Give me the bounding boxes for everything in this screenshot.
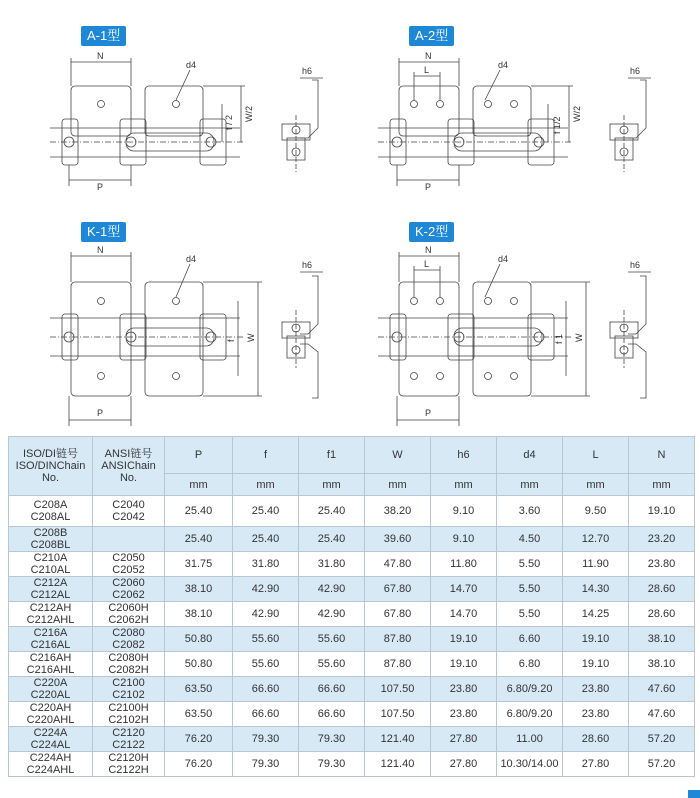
value-cell: 11.90 bbox=[563, 552, 629, 577]
value-cell: 42.90 bbox=[299, 577, 365, 602]
value-cell: 11.80 bbox=[431, 552, 497, 577]
ansi-chain-no bbox=[93, 496, 165, 527]
a2-label-p: P bbox=[425, 182, 432, 192]
header-col: d4 bbox=[497, 437, 563, 474]
value-cell: 38.10 bbox=[165, 577, 233, 602]
value-cell: 76.20 bbox=[165, 752, 233, 777]
ansi-chain-no bbox=[93, 752, 165, 777]
value-cell: 47.60 bbox=[629, 677, 695, 702]
ansi-chain-no bbox=[93, 527, 165, 552]
header-iso bbox=[9, 437, 93, 496]
ansi-chain-line: C2120H bbox=[108, 752, 149, 764]
table-row bbox=[9, 702, 695, 727]
table-row bbox=[9, 577, 695, 602]
unit-cell: mm bbox=[563, 474, 629, 496]
iso-chain-line: C224AHL bbox=[26, 764, 75, 776]
iso-chain-line: C216AH bbox=[29, 652, 72, 664]
value-cell: 87.80 bbox=[365, 627, 431, 652]
spec-table bbox=[8, 436, 695, 777]
value-cell: 14.70 bbox=[431, 602, 497, 627]
ansi-chain-no bbox=[93, 702, 165, 727]
value-cell: 79.30 bbox=[299, 727, 365, 752]
a1-label-d4: d4 bbox=[186, 60, 197, 70]
table-row bbox=[9, 677, 695, 702]
header-col: P bbox=[165, 437, 233, 474]
value-cell: 57.20 bbox=[629, 752, 695, 777]
iso-chain-line: C212AL bbox=[30, 589, 71, 601]
a2-label-f12: f 1/2 bbox=[552, 116, 562, 134]
header-ansi-line3: No. bbox=[119, 472, 138, 484]
value-cell: 67.80 bbox=[365, 577, 431, 602]
iso-chain-line: C210A bbox=[33, 552, 68, 564]
ansi-chain-line: C2122 bbox=[112, 739, 145, 751]
value-cell: 50.80 bbox=[165, 652, 233, 677]
diagram-a1 bbox=[50, 58, 323, 186]
table-row bbox=[9, 727, 695, 752]
iso-chain-no bbox=[9, 677, 93, 702]
value-cell: 39.60 bbox=[365, 527, 431, 552]
value-cell: 5.50 bbox=[497, 602, 563, 627]
value-cell: 87.80 bbox=[365, 652, 431, 677]
value-cell: 25.40 bbox=[299, 527, 365, 552]
table-row bbox=[9, 627, 695, 652]
value-cell: 28.60 bbox=[629, 602, 695, 627]
value-cell: 55.60 bbox=[233, 627, 299, 652]
ansi-chain-line: C2100 bbox=[112, 677, 145, 689]
value-cell: 3.60 bbox=[497, 496, 563, 527]
ansi-chain-line: C2060H bbox=[108, 602, 149, 614]
ansi-chain-line: C2060 bbox=[112, 577, 145, 589]
value-cell: 23.80 bbox=[431, 677, 497, 702]
value-cell: 19.10 bbox=[563, 627, 629, 652]
iso-chain-line: C208AL bbox=[30, 511, 71, 523]
iso-chain-no bbox=[9, 727, 93, 752]
iso-chain-line: C212AH bbox=[29, 602, 72, 614]
table-row bbox=[9, 602, 695, 627]
value-cell: 11.00 bbox=[497, 727, 563, 752]
k1-label-n: N bbox=[97, 245, 104, 255]
value-cell: 66.60 bbox=[299, 677, 365, 702]
iso-chain-line: C208B bbox=[33, 527, 68, 539]
iso-chain-no bbox=[9, 752, 93, 777]
ansi-chain-line: C2040 bbox=[112, 499, 145, 511]
k2-label-l: L bbox=[424, 259, 430, 269]
header-iso-line2: ISO/DINChain bbox=[15, 460, 86, 472]
a1-label-h6: h6 bbox=[302, 66, 313, 76]
header-iso-line3: No. bbox=[41, 472, 60, 484]
value-cell: 25.40 bbox=[233, 527, 299, 552]
ansi-chain-no bbox=[93, 677, 165, 702]
table-row bbox=[9, 752, 695, 777]
iso-chain-line: C212AHL bbox=[26, 614, 75, 626]
k1-label-f: f bbox=[226, 339, 236, 342]
header-col: W bbox=[365, 437, 431, 474]
value-cell: 38.10 bbox=[629, 652, 695, 677]
badge-k1: K-1型 bbox=[81, 222, 126, 242]
k1-label-w: W bbox=[246, 333, 256, 342]
value-cell: 23.20 bbox=[629, 527, 695, 552]
value-cell: 57.20 bbox=[629, 727, 695, 752]
ansi-chain-no bbox=[93, 552, 165, 577]
k1-label-d4: d4 bbox=[186, 254, 197, 264]
value-cell: 6.80 bbox=[497, 652, 563, 677]
value-cell: 6.60 bbox=[497, 627, 563, 652]
ansi-chain-line: C2042 bbox=[112, 511, 145, 523]
diagram-a2 bbox=[378, 58, 651, 186]
unit-cell: mm bbox=[497, 474, 563, 496]
iso-chain-no bbox=[9, 652, 93, 677]
value-cell: 38.10 bbox=[629, 627, 695, 652]
iso-chain-no bbox=[9, 552, 93, 577]
iso-chain-line: C220AHL bbox=[26, 714, 75, 726]
ansi-chain-line: C2062H bbox=[108, 614, 149, 626]
value-cell: 31.80 bbox=[299, 552, 365, 577]
unit-cell: mm bbox=[431, 474, 497, 496]
ansi-chain-line: C2082H bbox=[108, 664, 149, 676]
iso-chain-line: C208A bbox=[33, 499, 68, 511]
a1-label-n: N bbox=[97, 51, 104, 61]
a1-label-f2: f / 2 bbox=[224, 114, 234, 130]
a2-label-l: L bbox=[424, 65, 430, 75]
iso-chain-no bbox=[9, 702, 93, 727]
value-cell: 9.10 bbox=[431, 496, 497, 527]
value-cell: 14.30 bbox=[563, 577, 629, 602]
value-cell: 47.80 bbox=[365, 552, 431, 577]
ansi-chain-line: C2102 bbox=[112, 689, 145, 701]
value-cell: 9.10 bbox=[431, 527, 497, 552]
diagram-k1 bbox=[50, 252, 323, 426]
k1-label-h6: h6 bbox=[302, 260, 313, 270]
header-col: f1 bbox=[299, 437, 365, 474]
value-cell: 23.80 bbox=[629, 552, 695, 577]
a2-label-h6: h6 bbox=[630, 66, 641, 76]
table-row bbox=[9, 527, 695, 552]
ansi-chain-no bbox=[93, 577, 165, 602]
header-col: f bbox=[233, 437, 299, 474]
ansi-chain-line: C2062 bbox=[112, 589, 145, 601]
ansi-chain-line: C2102H bbox=[108, 714, 149, 726]
value-cell: 107.50 bbox=[365, 702, 431, 727]
unit-cell: mm bbox=[165, 474, 233, 496]
value-cell: 19.10 bbox=[431, 652, 497, 677]
header-iso-line1: ISO/DI链号 bbox=[22, 448, 78, 460]
value-cell: 19.10 bbox=[563, 652, 629, 677]
value-cell: 63.50 bbox=[165, 702, 233, 727]
header-row bbox=[9, 437, 695, 474]
value-cell: 19.10 bbox=[629, 496, 695, 527]
value-cell: 31.80 bbox=[233, 552, 299, 577]
value-cell: 27.80 bbox=[431, 752, 497, 777]
k2-label-h6: h6 bbox=[630, 260, 641, 270]
value-cell: 23.80 bbox=[563, 677, 629, 702]
table-row bbox=[9, 496, 695, 527]
value-cell: 47.60 bbox=[629, 702, 695, 727]
iso-chain-line: C216AL bbox=[30, 639, 71, 651]
table-row bbox=[9, 652, 695, 677]
value-cell: 25.40 bbox=[165, 496, 233, 527]
value-cell: 27.80 bbox=[563, 752, 629, 777]
value-cell: 42.90 bbox=[299, 602, 365, 627]
value-cell: 12.70 bbox=[563, 527, 629, 552]
header-col: N bbox=[629, 437, 695, 474]
value-cell: 23.80 bbox=[563, 702, 629, 727]
value-cell: 38.20 bbox=[365, 496, 431, 527]
ansi-chain-line: C2100H bbox=[108, 702, 149, 714]
badge-k2: K-2型 bbox=[409, 222, 454, 242]
iso-chain-line: C212A bbox=[33, 577, 68, 589]
iso-chain-no bbox=[9, 527, 93, 552]
value-cell: 107.50 bbox=[365, 677, 431, 702]
value-cell: 79.30 bbox=[233, 727, 299, 752]
value-cell: 10.30/14.00 bbox=[497, 752, 563, 777]
value-cell: 27.80 bbox=[431, 727, 497, 752]
k2-label-n: N bbox=[425, 245, 432, 255]
header-col: h6 bbox=[431, 437, 497, 474]
ansi-chain-no bbox=[93, 727, 165, 752]
value-cell: 67.80 bbox=[365, 602, 431, 627]
value-cell: 28.60 bbox=[563, 727, 629, 752]
header-ansi bbox=[93, 437, 165, 496]
value-cell: 38.10 bbox=[165, 602, 233, 627]
iso-chain-line: C216A bbox=[33, 627, 68, 639]
value-cell: 42.90 bbox=[233, 577, 299, 602]
unit-cell: mm bbox=[299, 474, 365, 496]
value-cell: 14.25 bbox=[563, 602, 629, 627]
value-cell: 55.60 bbox=[233, 652, 299, 677]
ansi-chain-line: C2080H bbox=[108, 652, 149, 664]
k2-label-p: P bbox=[425, 408, 432, 418]
iso-chain-no bbox=[9, 627, 93, 652]
iso-chain-line: C224AH bbox=[29, 752, 72, 764]
value-cell: 4.50 bbox=[497, 527, 563, 552]
value-cell: 55.60 bbox=[299, 627, 365, 652]
value-cell: 121.40 bbox=[365, 752, 431, 777]
header-col: L bbox=[563, 437, 629, 474]
value-cell: 76.20 bbox=[165, 727, 233, 752]
value-cell: 25.40 bbox=[233, 496, 299, 527]
iso-chain-line: C220AL bbox=[30, 689, 71, 701]
ansi-chain-no bbox=[93, 652, 165, 677]
a2-label-w2: W/2 bbox=[572, 105, 582, 122]
ansi-chain-line: C2120 bbox=[112, 727, 145, 739]
iso-chain-line: C220A bbox=[33, 677, 68, 689]
value-cell: 25.40 bbox=[165, 527, 233, 552]
unit-cell: mm bbox=[233, 474, 299, 496]
unit-cell: mm bbox=[365, 474, 431, 496]
value-cell: 66.60 bbox=[233, 677, 299, 702]
ansi-chain-line: C2080 bbox=[112, 627, 145, 639]
iso-chain-no bbox=[9, 496, 93, 527]
value-cell: 50.80 bbox=[165, 627, 233, 652]
ansi-chain-line: C2082 bbox=[112, 639, 145, 651]
value-cell: 5.50 bbox=[497, 552, 563, 577]
table-body bbox=[9, 496, 695, 777]
value-cell: 6.80/9.20 bbox=[497, 677, 563, 702]
iso-chain-line: C220AH bbox=[29, 702, 72, 714]
k2-label-f1: f 1 bbox=[554, 333, 564, 344]
badge-a1: A-1型 bbox=[81, 26, 126, 46]
table-row bbox=[9, 552, 695, 577]
k2-label-w: W bbox=[574, 333, 584, 342]
ansi-chain-line: C2052 bbox=[112, 564, 145, 576]
iso-chain-no bbox=[9, 577, 93, 602]
value-cell: 31.75 bbox=[165, 552, 233, 577]
ansi-chain-no bbox=[93, 627, 165, 652]
value-cell: 79.30 bbox=[299, 752, 365, 777]
badge-a2: A-2型 bbox=[409, 26, 454, 46]
value-cell: 6.80/9.20 bbox=[497, 702, 563, 727]
ansi-chain-line: C2050 bbox=[112, 552, 145, 564]
value-cell: 9.50 bbox=[563, 496, 629, 527]
a2-label-d4: d4 bbox=[498, 60, 509, 70]
a2-label-n: N bbox=[425, 51, 432, 61]
k2-label-d4: d4 bbox=[498, 254, 509, 264]
header-ansi-line2: ANSIChain bbox=[101, 460, 156, 472]
value-cell: 42.90 bbox=[233, 602, 299, 627]
value-cell: 25.40 bbox=[299, 496, 365, 527]
ansi-chain-no bbox=[93, 602, 165, 627]
iso-chain-no bbox=[9, 602, 93, 627]
iso-chain-line: C224A bbox=[33, 727, 68, 739]
value-cell: 23.80 bbox=[431, 702, 497, 727]
a1-label-p: P bbox=[97, 182, 104, 192]
iso-chain-line: C224AL bbox=[30, 739, 71, 751]
k1-label-p: P bbox=[97, 408, 104, 418]
unit-cell: mm bbox=[629, 474, 695, 496]
a1-label-w2: W/2 bbox=[244, 105, 254, 122]
value-cell: 14.70 bbox=[431, 577, 497, 602]
value-cell: 66.60 bbox=[299, 702, 365, 727]
value-cell: 55.60 bbox=[299, 652, 365, 677]
ansi-chain-line: C2122H bbox=[108, 764, 149, 776]
iso-chain-line: C216AHL bbox=[26, 664, 75, 676]
value-cell: 66.60 bbox=[233, 702, 299, 727]
iso-chain-line: C208BL bbox=[30, 539, 71, 551]
iso-chain-line: C210AL bbox=[30, 564, 71, 576]
value-cell: 63.50 bbox=[165, 677, 233, 702]
header-ansi-line1: ANSI链号 bbox=[104, 448, 153, 460]
value-cell: 5.50 bbox=[497, 577, 563, 602]
value-cell: 28.60 bbox=[629, 577, 695, 602]
value-cell: 79.30 bbox=[233, 752, 299, 777]
corner-accent bbox=[688, 790, 700, 798]
value-cell: 19.10 bbox=[431, 627, 497, 652]
diagram-k2 bbox=[378, 252, 651, 426]
value-cell: 121.40 bbox=[365, 727, 431, 752]
